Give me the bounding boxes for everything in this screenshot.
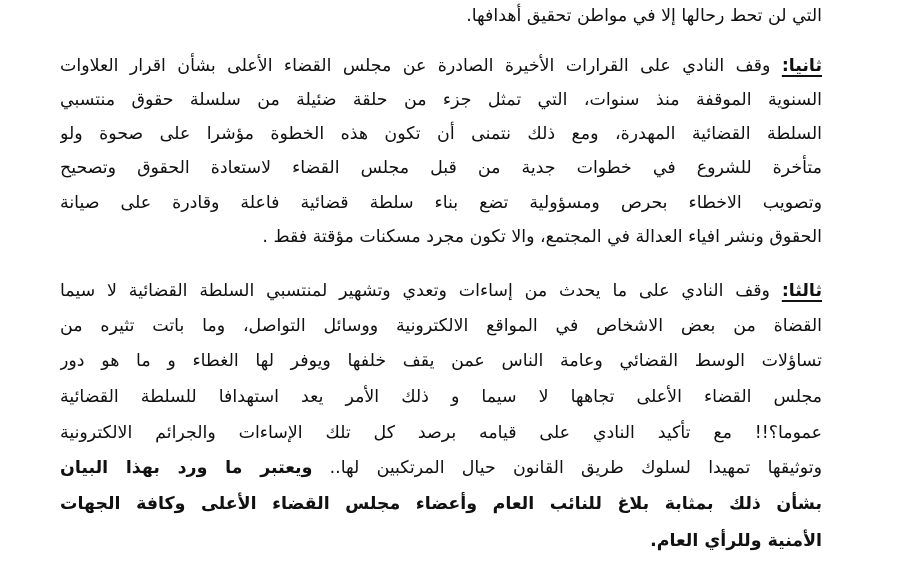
second-text-4: متأخرة للشروع في خطوات جدية من قبل مجلس القضاء لاستعادة الحقوق وتصحيح [60,158,822,178]
third-text-6: وتوثيقها تمهيدا لسلوك طريق القانون حيال المرتكبين لها.. [329,458,822,478]
second-line-2 [60,85,822,115]
second-line-3 [60,119,822,149]
third-line-7 [60,489,822,519]
third-text-3: تساؤلات الوسط القضائي وعامة الناس عمن يقف خلفها ويوفر لها الغطاء و ما هو دور [60,351,822,371]
third-line-5 [60,418,822,448]
third-line-4 [60,382,822,412]
second-line-1 [60,51,822,81]
second-line-4 [60,153,822,183]
second-text-1: وقف النادي على القرارات الأخيرة الصادرة عن مجلس القضاء الأعلى بشأن اقرار العلاوات [60,56,771,76]
second-text-5: وتصويب الاخطاء بحرص ومسؤولية تضع بناء سلطة قضائية فاعلة وقادرة على صيانة [60,193,822,213]
third-line-3 [60,346,822,376]
second-line-5 [60,188,822,218]
third-heading: ثالثا: [781,281,822,301]
third-line-6 [60,453,822,483]
third-text-7: بشأن ذلك بمثابة بلاغ للنائب العام وأعضاء مجلس القضاء الأعلى وكافة الجهات [60,494,822,514]
third-line-1 [60,276,822,306]
second-heading: ثانيا: [781,56,822,76]
third-line-8 [60,526,822,556]
second-text-2: السنوية الموقفة منذ سنوات، التي تمثل جزء من حلقة ضئيلة من سلسلة حقوق منتسبي [60,90,822,110]
second-line-6 [60,222,822,252]
third-text-1: وقف النادي على ما يحدث من إساءات وتعدي وتشهير لمنتسبي السلطة القضائية لا سيما [60,281,770,301]
second-text-6: الحقوق ونشر افياء العدالة في المجتمع، والا تكون مجرد مسكنات مؤقتة فقط . [262,227,822,247]
third-line-2 [60,311,822,341]
third-text-8: الأمنية وللرأي العام. [650,531,822,551]
intro-text: التي لن تحط رحالها إلا في مواطن تحقيق أهدافها. [466,6,822,26]
third-text-2: القضاة من بعض الاشخاص في المواقع الالكترونية ووسائل التواصل، وما باتت تثيره من [60,316,822,336]
second-text-3: السلطة القضائية المهدرة، ومع ذلك نتمنى أن تكون هذه الخطوة مؤشرا على صحوة ولو [60,124,822,144]
third-text-5: عموما؟!! مع تأكيد النادي على قيامه برصد كل تلك الإساءات والجرائم الالكترونية [60,423,822,443]
intro-closing-line [60,1,822,31]
third-text-6-bold: ويعتبر ما ورد بهذا البيان [60,458,313,478]
third-text-4: مجلس القضاء الأعلى تجاهها لا سيما و ذلك الأمر يعد استهدافا للسلطة القضائية [60,387,822,407]
